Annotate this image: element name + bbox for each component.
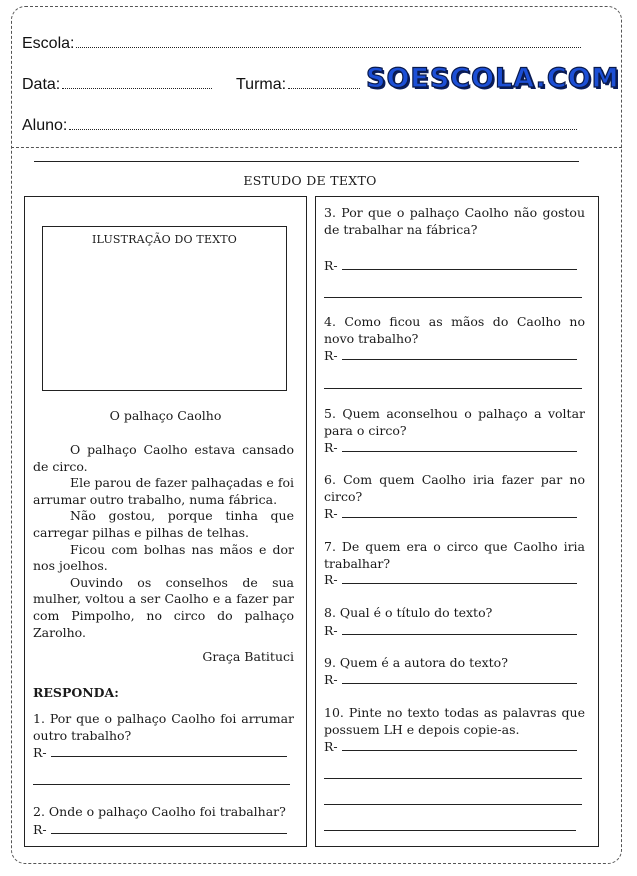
- answer-line[interactable]: [342, 439, 577, 452]
- answer-6: [324, 505, 577, 521]
- respond-heading: RESPONDA:: [33, 685, 119, 700]
- answer-prefix: R-: [324, 672, 338, 687]
- student-field: [22, 115, 577, 135]
- answer-line[interactable]: [342, 505, 577, 518]
- story-paragraph: O palhaço Caolho estava cansado de circo.: [33, 442, 294, 474]
- answer-line[interactable]: [342, 622, 577, 635]
- answer-line[interactable]: [51, 821, 287, 834]
- answer-prefix: R-: [324, 623, 338, 638]
- date-field: [22, 74, 212, 94]
- page-title: ESTUDO DE TEXTO: [243, 173, 377, 188]
- story-paragraph: Ficou com bolhas nas mãos e dor nos joelhos.: [33, 541, 294, 574]
- date-label: Data:: [22, 76, 61, 93]
- date-input-line[interactable]: [62, 74, 212, 89]
- answer-prefix: R-: [324, 440, 338, 455]
- story-title: O palhaço Caolho: [109, 408, 222, 423]
- question-9: 9. Quem é a autora do texto?: [324, 655, 508, 670]
- answer-prefix: R-: [33, 822, 47, 837]
- answer-line[interactable]: [342, 671, 577, 684]
- question-8: 8. Qual é o título do texto?: [324, 605, 493, 620]
- answer-line[interactable]: [342, 571, 577, 584]
- question-4: 4. Como ficou as mãos do Caolho no novo trabalho?: [324, 314, 585, 346]
- story-paragraph: Ouvindo os conselhos de sua mulher, voltou a ser Caolho e a fazer par com Pimpolho, no circo do palhaço Zarolho.: [33, 574, 294, 640]
- story-author: Graça Batituci: [202, 649, 294, 665]
- answer-line[interactable]: [324, 830, 576, 831]
- school-input-line[interactable]: [76, 33, 581, 48]
- answer-4: [324, 347, 577, 363]
- class-label: Turma:: [236, 76, 287, 93]
- illustration-label: ILUSTRAÇÃO DO TEXTO: [92, 233, 237, 246]
- soescola-logo: SOESCOLA.COM: [366, 62, 620, 94]
- header-separator: [11, 147, 622, 148]
- answer-prefix: R-: [324, 348, 338, 363]
- answer-prefix: R-: [324, 506, 338, 521]
- answer-line[interactable]: [324, 804, 582, 805]
- answer-line[interactable]: [324, 388, 582, 389]
- answer-prefix: R-: [324, 739, 338, 754]
- answer-line[interactable]: [324, 297, 582, 298]
- answer-line[interactable]: [342, 257, 577, 270]
- answer-2: [33, 821, 287, 837]
- question-10: 10. Pinte no texto todas as palavras que possuem LH e depois copie-as.: [324, 705, 585, 737]
- question-6: 6. Com quem Caolho iria fazer par no circo?: [324, 472, 585, 504]
- answer-line[interactable]: [324, 778, 582, 779]
- answer-prefix: R-: [324, 572, 338, 587]
- answer-5: [324, 439, 577, 455]
- illustration-box[interactable]: [42, 226, 287, 391]
- question-5: 5. Quem aconselhou o palhaço a voltar para o circo?: [324, 406, 585, 438]
- question-7: 7. De quem era o circo que Caolho iria trabalhar?: [324, 539, 585, 571]
- story-paragraph: Ele parou de fazer palhaçadas e foi arrumar outro trabalho, numa fábrica.: [33, 475, 294, 507]
- answer-line[interactable]: [342, 738, 577, 751]
- answer-3: [324, 257, 577, 273]
- answer-line[interactable]: [51, 744, 287, 757]
- answer-10: [324, 738, 577, 754]
- class-input-line[interactable]: [288, 74, 360, 89]
- answer-7: [324, 571, 577, 587]
- student-label: Aluno:: [22, 117, 68, 134]
- answer-line[interactable]: [33, 784, 290, 785]
- question-2: 2. Onde o palhaço Caolho foi trabalhar?: [33, 804, 286, 819]
- answer-line[interactable]: [342, 347, 577, 360]
- answer-prefix: R-: [33, 745, 47, 760]
- answer-9: [324, 671, 577, 687]
- answer-8: [324, 622, 577, 638]
- question-3: 3. Por que o palhaço Caolho não gostou de trabalhar na fábrica?: [324, 205, 585, 237]
- school-label: Escola:: [22, 35, 75, 52]
- story-paragraph: Não gostou, porque tinha que carregar pilhas e pilhas de telhas.: [33, 508, 294, 540]
- question-1: 1. Por que o palhaço Caolho foi arrumar outro trabalho?: [33, 711, 294, 743]
- story-text: [33, 442, 294, 666]
- school-field: [22, 33, 581, 53]
- top-rule: [34, 161, 579, 162]
- class-field: [236, 74, 360, 94]
- student-input-line[interactable]: [69, 115, 577, 130]
- answer-prefix: R-: [324, 258, 338, 273]
- answer-1: [33, 744, 287, 760]
